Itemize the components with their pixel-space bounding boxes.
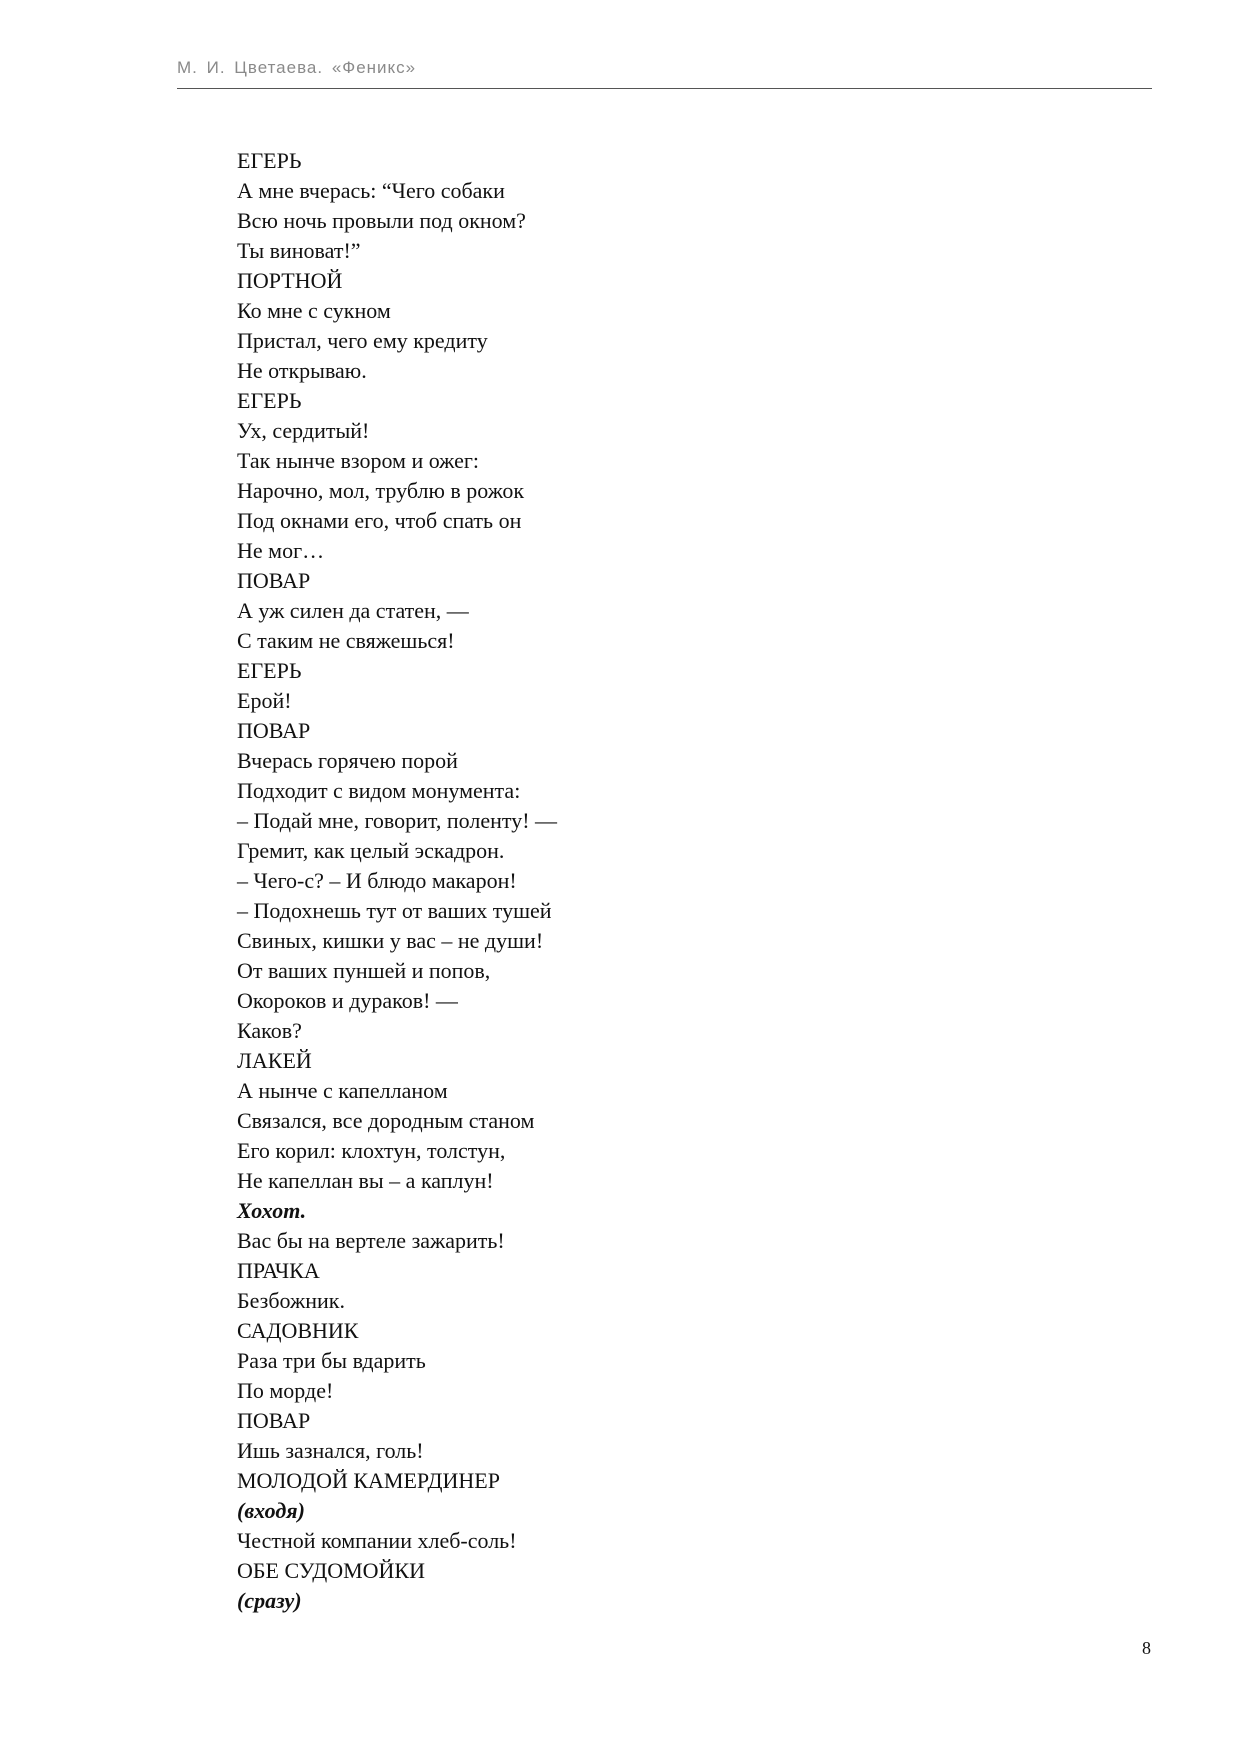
verse-line: Ишь зазнался, голь! [237, 1438, 424, 1463]
verse-line: Не капеллан вы – а каплун! [237, 1168, 494, 1193]
speaker-name: ПОВАР [237, 718, 311, 743]
speaker-name: ПРАЧКА [237, 1258, 320, 1283]
verse-line: Ты виноват!” [237, 238, 361, 263]
verse-line: А нынче с капелланом [237, 1078, 448, 1103]
speaker-name: ПОВАР [237, 568, 311, 593]
speaker-name: МОЛОДОЙ КАМЕРДИНЕР [237, 1468, 500, 1493]
verse-line: – Подохнешь тут от ваших тушей [237, 898, 552, 923]
speaker-name: САДОВНИК [237, 1318, 359, 1343]
verse-line: Под окнами его, чтоб спать он [237, 508, 522, 533]
speaker-name: ПОВАР [237, 1408, 311, 1433]
verse-line: Раза три бы вдарить [237, 1348, 426, 1373]
verse-line: А уж силен да статен, — [237, 598, 469, 623]
speaker-name: ЕГЕРЬ [237, 148, 302, 173]
verse-line: Так нынче взором и ожег: [237, 448, 479, 473]
verse-line: Пристал, чего ему кредиту [237, 328, 488, 353]
play-text [237, 146, 557, 1616]
verse-line: Безбожник. [237, 1288, 345, 1313]
verse-line: Каков? [237, 1018, 302, 1043]
speaker-name: ЛАКЕЙ [237, 1048, 312, 1073]
verse-line: Его корил: клохтун, толстун, [237, 1138, 506, 1163]
verse-line: Ух, сердитый! [237, 418, 370, 443]
verse-line: Гремит, как целый эскадрон. [237, 838, 505, 863]
running-header: М. И. Цветаева. «Феникс» [177, 58, 417, 77]
verse-line: Ерой! [237, 688, 292, 713]
stage-direction: (входя) [237, 1498, 305, 1523]
verse-line: Подходит с видом монумента: [237, 778, 521, 803]
speaker-name: ЕГЕРЬ [237, 388, 302, 413]
header-divider [177, 88, 1152, 89]
stage-direction: Хохот. [237, 1198, 307, 1223]
verse-line: – Подай мне, говорит, поленту! — [237, 808, 558, 833]
verse-line: Не мог… [237, 538, 325, 563]
verse-line: Связался, все дородным станом [237, 1108, 535, 1133]
verse-line: Вас бы на вертеле зажарить! [237, 1228, 505, 1253]
verse-line: С таким не свяжешься! [237, 628, 455, 653]
verse-line: А мне вчерась: “Чего собаки [237, 178, 505, 203]
speaker-name: ЕГЕРЬ [237, 658, 302, 683]
verse-line: Всю ночь провыли под окном? [237, 208, 526, 233]
verse-line: Окороков и дураков! — [237, 988, 458, 1013]
speaker-name: ПОРТНОЙ [237, 268, 343, 293]
verse-line: Нарочно, мол, трублю в рожок [237, 478, 525, 503]
verse-line: Ко мне с сукном [237, 298, 391, 323]
stage-direction: (сразу) [237, 1588, 302, 1613]
verse-line: – Чего-с? – И блюдо макарон! [237, 868, 517, 893]
verse-line: Не открываю. [237, 358, 367, 383]
speaker-name: ОБЕ СУДОМОЙКИ [237, 1558, 425, 1583]
verse-line: По морде! [237, 1378, 334, 1403]
verse-line: Честной компании хлеб-соль! [237, 1528, 517, 1553]
verse-line: От ваших пуншей и попов, [237, 958, 491, 983]
verse-line: Свиных, кишки у вас – не души! [237, 928, 544, 953]
page-number: 8 [1142, 1638, 1151, 1658]
verse-line: Вчерась горячею порой [237, 748, 458, 773]
